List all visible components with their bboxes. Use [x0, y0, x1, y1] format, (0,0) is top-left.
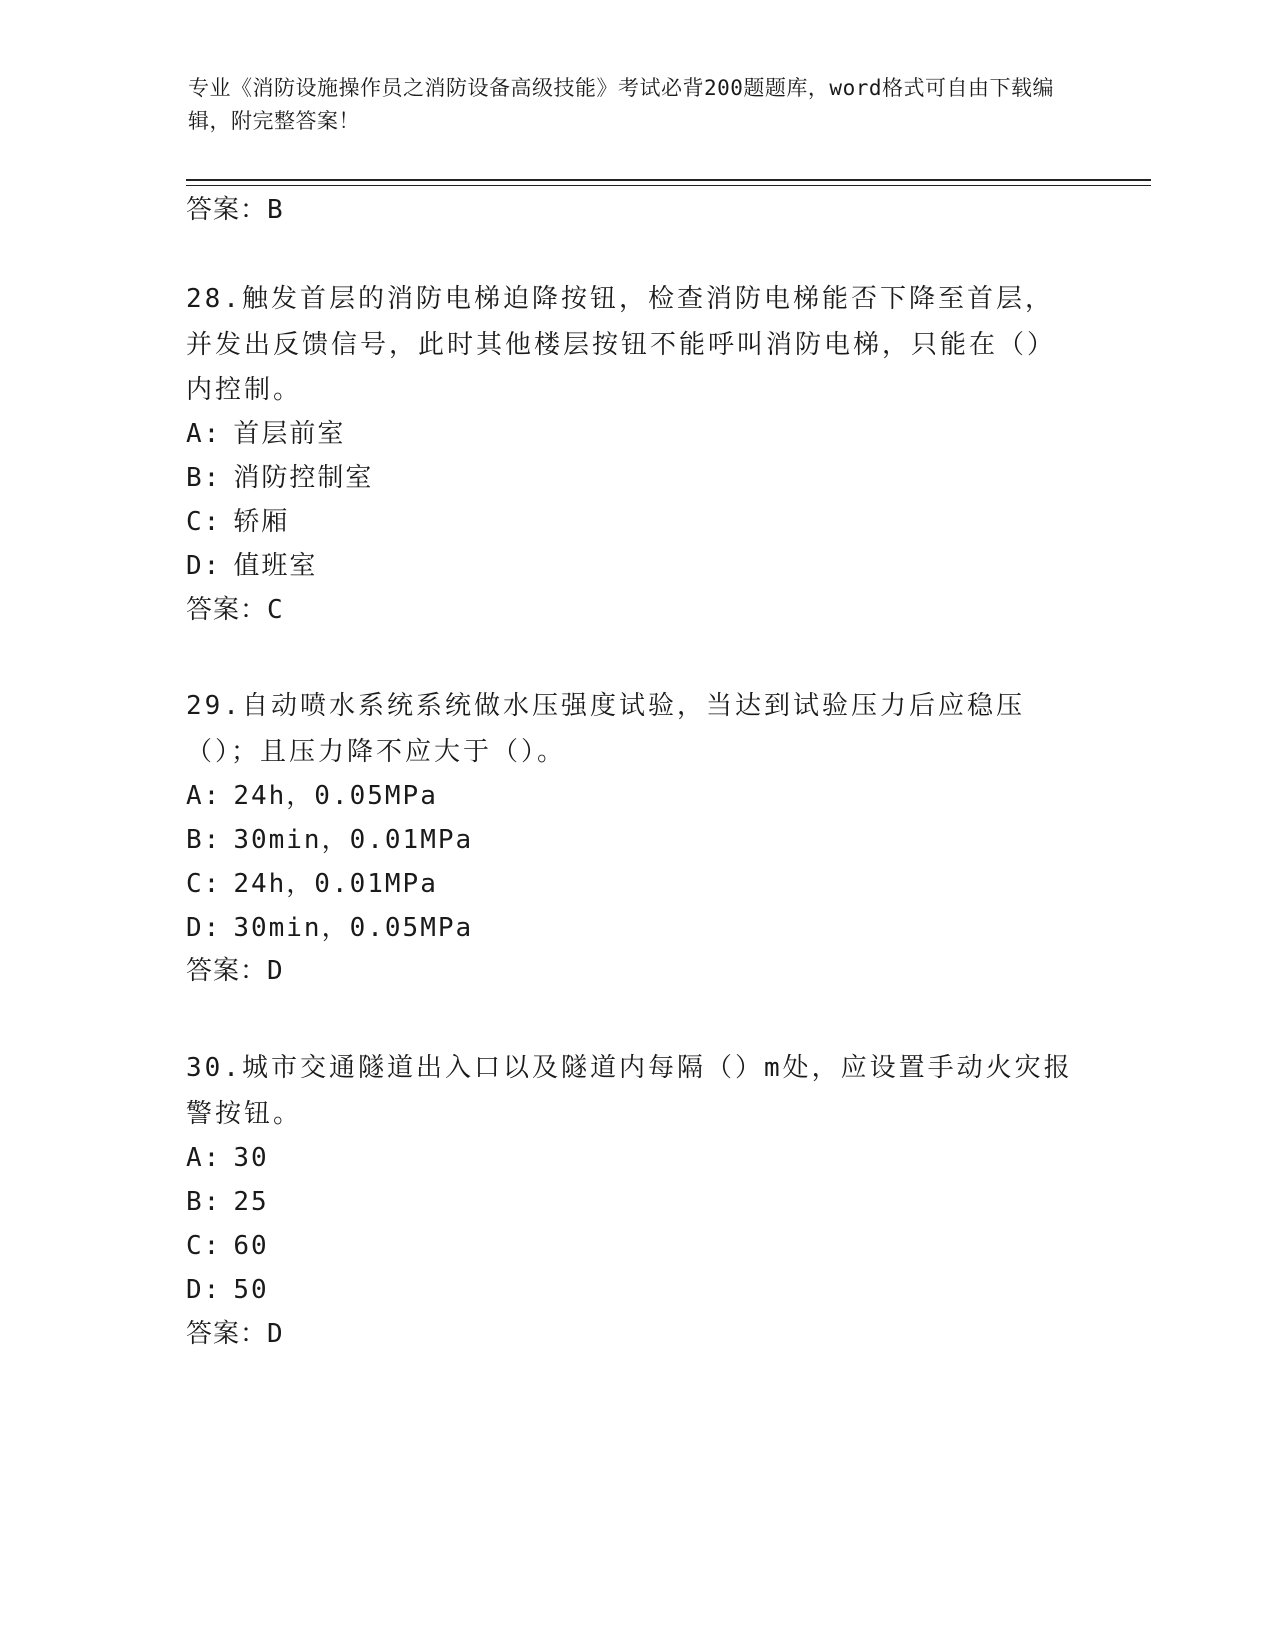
answer-label: 答案：	[186, 595, 268, 625]
previous-answer	[186, 192, 284, 228]
option-key: D:	[186, 913, 222, 943]
question-30-option-a	[186, 1140, 269, 1176]
option-key: D:	[186, 1275, 222, 1305]
option-text: 30	[233, 1143, 269, 1173]
question-30-stem: 30.城市交通隧道出入口以及隧道内每隔（）m处，应设置手动火灾报警按钮。	[186, 1053, 1073, 1129]
option-key: B:	[186, 463, 222, 493]
option-text: 24h，0.05MPa	[233, 781, 438, 811]
question-29-answer	[186, 953, 284, 989]
option-text: 25	[233, 1187, 269, 1217]
option-key: A:	[186, 1143, 222, 1173]
question-28-option-a	[186, 416, 345, 452]
question-29-option-b	[186, 822, 473, 858]
option-key: C:	[186, 869, 222, 899]
header-divider-thin	[186, 185, 1151, 186]
answer-value: D	[267, 1319, 284, 1349]
option-text: 60	[233, 1231, 269, 1261]
option-key: B:	[186, 825, 222, 855]
question-30-answer	[186, 1316, 284, 1352]
option-key: D:	[186, 551, 222, 581]
question-28-stem: 28.触发首层的消防电梯迫降按钮，检查消防电梯能否下降至首层，并发出反馈信号，此时其他楼层按钮不能呼叫消防电梯，只能在（）内控制。	[186, 284, 1057, 405]
question-28-answer	[186, 592, 284, 628]
header-divider-thick	[186, 179, 1151, 181]
question-29-option-a	[186, 778, 438, 814]
option-text: 24h，0.01MPa	[233, 869, 438, 899]
option-key: A:	[186, 419, 222, 449]
option-key: C:	[186, 1231, 222, 1261]
question-28-option-d	[186, 548, 317, 584]
option-key: B:	[186, 1187, 222, 1217]
option-text: 30min，0.01MPa	[233, 825, 474, 855]
question-28-option-b	[186, 460, 373, 496]
question-30-option-c	[186, 1228, 269, 1264]
option-text: 首层前室	[233, 419, 346, 449]
option-text: 消防控制室	[233, 463, 374, 493]
option-text: 轿厢	[233, 507, 290, 537]
option-key: A:	[186, 781, 222, 811]
question-29-option-c	[186, 866, 438, 902]
answer-value: C	[267, 595, 284, 625]
option-text: 30min，0.05MPa	[233, 913, 474, 943]
question-30-option-d	[186, 1272, 269, 1308]
option-text: 值班室	[233, 551, 318, 581]
answer-label: 答案：	[186, 195, 268, 225]
answer-value: B	[267, 195, 284, 225]
answer-label: 答案：	[186, 956, 268, 986]
question-29-option-d	[186, 910, 473, 946]
option-key: C:	[186, 507, 222, 537]
question-30-option-b	[186, 1184, 269, 1220]
document-header: 专业《消防设施操作员之消防设备高级技能》考试必背200题题库，word格式可自由下载编辑，附完整答案！	[188, 76, 1054, 133]
answer-label: 答案：	[186, 1319, 268, 1349]
option-text: 50	[233, 1275, 269, 1305]
answer-value: D	[267, 956, 284, 986]
question-28-option-c	[186, 504, 289, 540]
question-29-stem: 29.自动喷水系统系统做水压强度试验，当达到试验压力后应稳压（）；且压力降不应大于（）。	[186, 691, 1025, 767]
